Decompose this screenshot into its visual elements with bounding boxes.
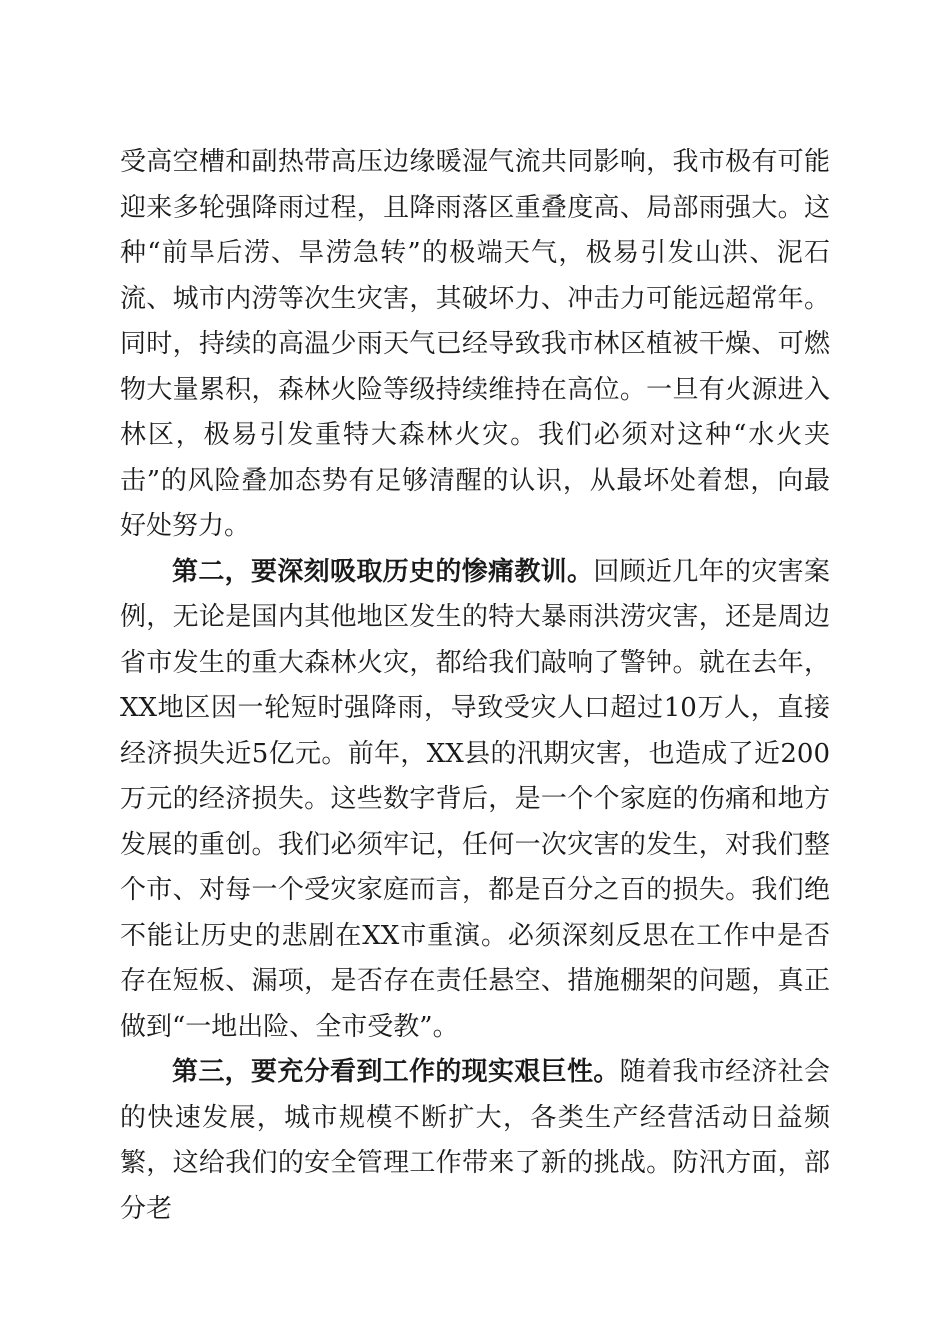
paragraph-continuation (120, 140, 830, 550)
paragraph-lead-heading: 第三，要充分看到工作的现实艰巨性。 (172, 1057, 620, 1087)
paragraph-lead-heading: 第二，要深刻吸取历史的惨痛教训。 (172, 556, 594, 587)
paragraph-second-point (120, 550, 830, 1051)
document-body (120, 140, 830, 1232)
paragraph-text: 回顾近几年的灾害案例，无论是国内其他地区发生的特大暴雨洪涝灾害，还是周边省市发生的重大森林火灾，都给我们敲响了警钟。就在去年，XX地区因一轮短时强降雨，导致受灾人口超过10万人，直接经济损失近5亿元。前年，XX县的汛期灾害，也造成了近200万元的经济损失。这些数字背后，是一个个家庭的伤痛和地方发展的重创。我们必须牢记，任何一次灾害的发生，对我们整个市、对每一个受灾家庭而言，都是百分之百的损失。我们绝不能让历史的悲剧在XX市重演。必须深刻反思在工作中是否存在短板、漏项，是否存在责任悬空、措施棚架的问题，真正做到“一地出险、全市受教”。 (120, 556, 830, 1042)
paragraph-third-point (120, 1050, 830, 1232)
paragraph-text: 受高空槽和副热带高压边缘暖湿气流共同影响，我市极有可能迎来多轮强降雨过程，且降雨落区重叠度高、局部雨强大。这种“前旱后涝、旱涝急转”的极端天气，极易引发山洪、泥石流、城市内涝等次生灾害，其破坏力、冲击力可能远超常年。同时，持续的高温少雨天气已经导致我市林区植被干燥、可燃物大量累积，森林火险等级持续维持在高位。一旦有火源进入林区，极易引发重特大森林火灾。我们必须对这种“水火夹击”的风险叠加态势有足够清醒的认识，从最坏处着想，向最好处努力。 (120, 147, 830, 541)
paragraph-text: 随着我市经济社会的快速发展，城市规模不断扩大，各类生产经营活动日益频繁，这给我们的安全管理工作带来了新的挑战。防汛方面，部分老 (120, 1057, 830, 1224)
